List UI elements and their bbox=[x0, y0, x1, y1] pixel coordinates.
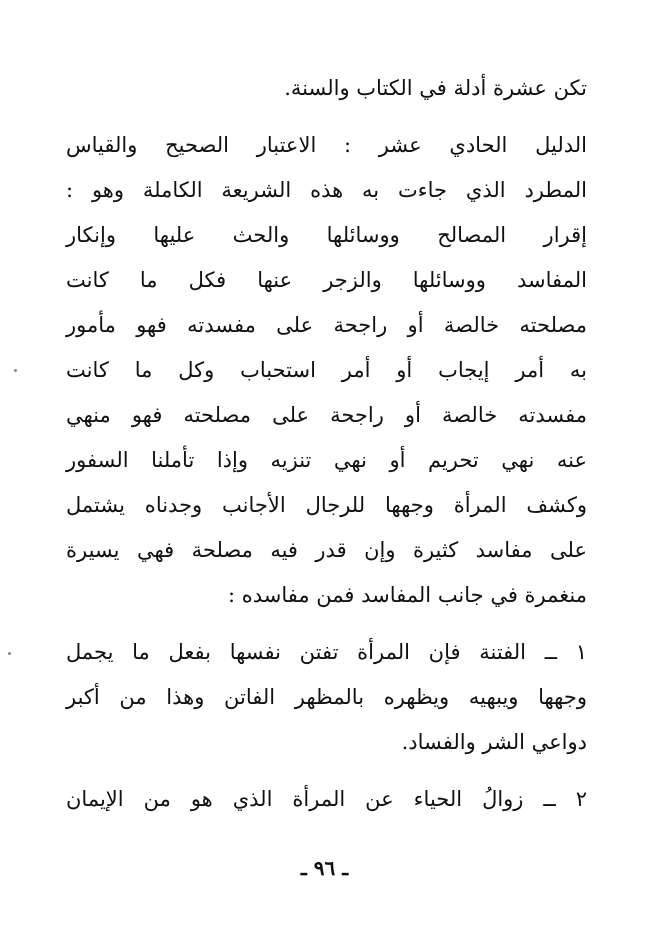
text-line: المطرد الذي جاءت به هذه الشريعة الكاملة وهو : bbox=[66, 178, 587, 202]
text-line: عنه نهي تحريم أو نهي تنزيه وإذا تأملنا السفور bbox=[66, 448, 587, 472]
text-line: وكشف المرأة وجهها للرجال الأجانب وجدناه يشتمل bbox=[66, 493, 587, 517]
text-line: منغمرة في جانب المفاسد فمن مفاسده : bbox=[227, 583, 587, 607]
text-line: المفاسد ووسائلها والزجر عنها فكل ما كانت bbox=[66, 268, 587, 292]
paragraph-intro bbox=[66, 66, 587, 111]
paragraph-item-1 bbox=[66, 630, 587, 765]
text-line: دواعي الشر والفساد. bbox=[401, 730, 587, 754]
text-line: ٢ ــ زوالُ الحياء عن المرأة الذي هو من الإيمان bbox=[66, 787, 587, 811]
text-line: على مفاسد كثيرة وإن قدر فيه مصلحة فهي يسيرة bbox=[66, 538, 587, 562]
text-line: به أمر إيجاب أو أمر استحباب وكل ما كانت bbox=[66, 358, 587, 382]
scan-speck bbox=[14, 369, 17, 372]
page-text bbox=[66, 66, 587, 822]
scan-speck bbox=[8, 652, 11, 655]
text-line: مفسدته خالصة أو راجحة على مصلحته فهو منهي bbox=[66, 403, 587, 427]
paragraph-eleventh-evidence bbox=[66, 123, 587, 618]
text-line: الدليل الحادي عشر : الاعتبار الصحيح والقياس bbox=[66, 133, 587, 157]
text-line: تكن عشرة أدلة في الكتاب والسنة. bbox=[284, 76, 587, 100]
paragraph-item-2 bbox=[66, 777, 587, 822]
text-line: إقرار المصالح ووسائلها والحث عليها وإنكار bbox=[66, 223, 587, 247]
text-line: ١ ــ الفتنة فإن المرأة تفتن نفسها بفعل ما يجمل bbox=[66, 640, 587, 664]
page-number: ـ ٩٦ ـ bbox=[300, 856, 349, 880]
text-line: وجهها ويبهيه ويظهره بالمظهر الفاتن وهذا من أكبر bbox=[66, 685, 587, 709]
text-line: مصلحته خالصة أو راجحة على مفسدته فهو مأمور bbox=[66, 313, 587, 337]
